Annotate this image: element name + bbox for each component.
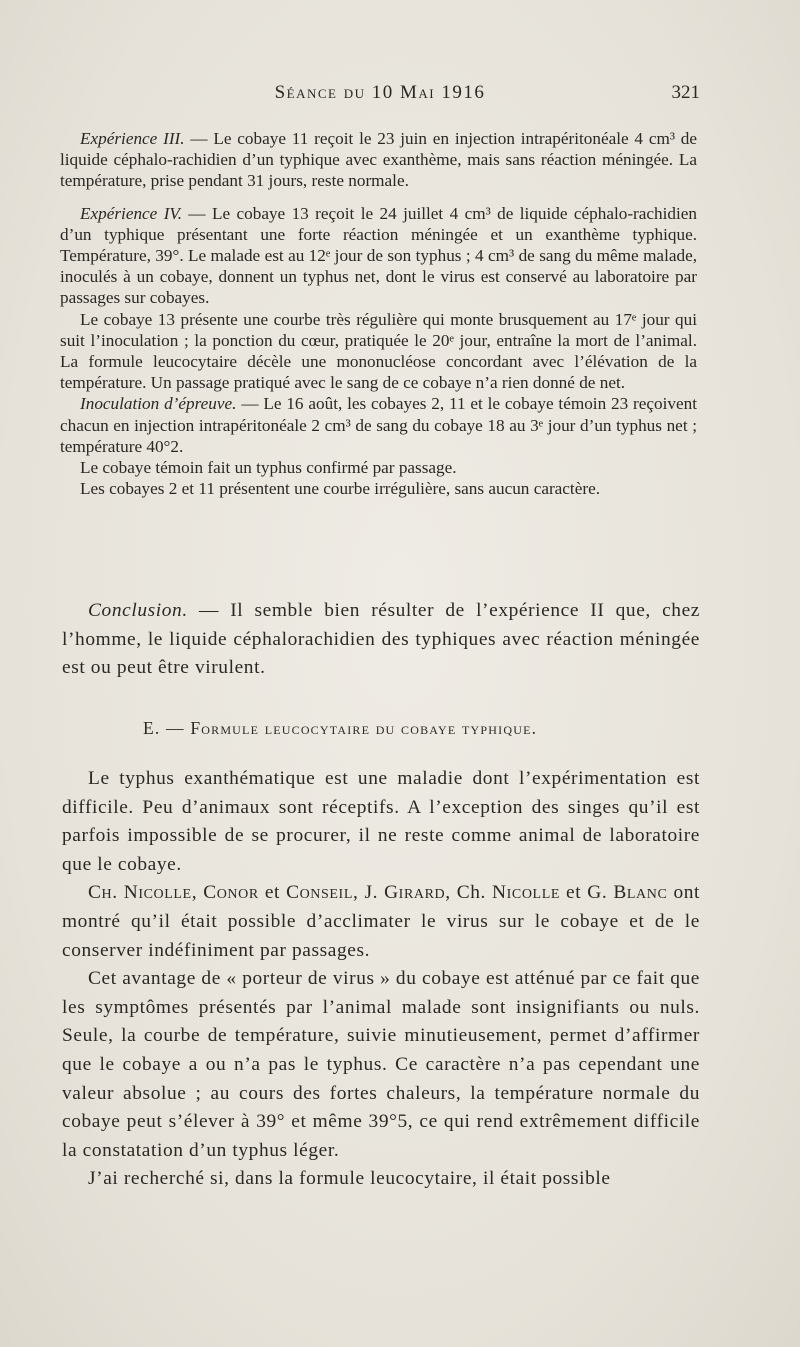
typhus-paragraph: Le typhus exanthématique est une maladie dont l’expérimentation est difficile. Peu d’animaux sont réceptifs. A l’exception des singes qu’il est parfois impossible de se procurer, il ne reste comme animal de laboratoire que le cobaye. xyxy=(62,768,700,875)
conclusion-text: — Il semble bien résulter de l’expérience II que, chez l’homme, le liquide céphalorachidien des typhiques avec réaction méningée est ou peut être virulent. xyxy=(62,600,700,679)
last-paragraph: J’ai recherché si, dans la formule leucocytaire, il était possible xyxy=(88,1168,611,1190)
section-heading: E. — Formule leucocytaire du cobaye typhique. xyxy=(143,718,538,738)
conclusion-block xyxy=(62,597,700,683)
cobaye-13-paragraph: Le cobaye 13 présente une courbe très régulière qui monte brusquement au 17ᵉ jour qui suit l’inoculation ; la ponction du cœur, pratiquée le 20ᵉ jour, entraîne la mort de l’animal. La formule leucocytaire décèle une mononucléose concordant avec l’élévation de la température. Un passage pratiqué avec le sang de ce cobaye n’a rien donné de net. xyxy=(60,309,697,393)
temoin-paragraph: Le cobaye témoin fait un typhus confirmé par passage. xyxy=(80,458,457,478)
experience-4-label: Expérience IV. xyxy=(80,203,182,223)
author-blanc: Blanc xyxy=(613,882,668,904)
author-conseil: Conseil xyxy=(286,882,353,904)
section-e-body xyxy=(62,765,700,1194)
text-sep: , xyxy=(191,882,204,904)
text-sep: et xyxy=(258,882,287,904)
author-conor: Conor xyxy=(203,882,259,904)
experiments-block xyxy=(60,128,697,499)
experience-3-paragraph xyxy=(60,128,697,192)
cobayes-2-11-paragraph: Les cobayes 2 et 11 présentent une courbe irrégulière, sans aucun caractère. xyxy=(80,479,600,499)
inoculation-text: — Le 16 août, les cobayes 2, 11 et le cobaye témoin 23 reçoivent chacun en injection intrapéritonéale 2 cm³ de sang du cobaye 18 au 3ᵉ jour d’un typhus net ; température 40°2. xyxy=(60,394,698,456)
author-nicolle: Ch. Nicolle xyxy=(88,882,192,904)
text-sep: , Ch. xyxy=(445,882,493,904)
authors-paragraph xyxy=(62,879,700,965)
experience-3-text: — Le cobaye 11 reçoit le 23 juin en injection intrapéritonéale 4 cm³ de liquide céphalo-rachidien d’un typhique avec exanthème, mais sans réaction méningée. La température, prise pendant 31 jours, reste normale. xyxy=(60,129,698,191)
author-girard: Girard xyxy=(384,882,446,904)
text-sep: , J. xyxy=(352,882,385,904)
inoculation-label: Inoculation d’épreuve. xyxy=(80,394,237,414)
running-title: Séance du 10 Mai 1916 xyxy=(274,82,486,103)
experience-4-paragraph xyxy=(60,203,697,309)
inoculation-paragraph xyxy=(60,393,697,457)
experience-4-text: — Le cobaye 13 reçoit le 24 juillet 4 cm³ de liquide céphalo-rachidien d’un typhique présentant une forte réaction méningée et un exanthème typhique. Température, 39°. Le malade est au 12ᵉ jour de son typhus ; 4 cm³ de sang du même malade, inoculés à un cobaye, donnent un typhus net, dont le virus est conservé au laboratoire par passages sur cobayes. xyxy=(60,203,697,308)
running-header xyxy=(60,82,700,110)
conclusion-label: Conclusion. xyxy=(88,600,188,621)
author-nicolle-2: Nicolle xyxy=(492,882,561,904)
experience-3-label: Expérience III. xyxy=(80,129,185,148)
authors-text: ont montré qu’il était possible d’acclimater le virus sur le cobaye et de le conserver indéfiniment par passages. xyxy=(62,882,701,961)
page-number: 321 xyxy=(671,82,700,103)
avantage-paragraph: Cet avantage de « porteur de virus » du cobaye est atténué par ce fait que les symptômes présentés par l’animal malade sont insignifiants ou nuls. Seule, la courbe de température, suivie minutieusement, permet d’affirmer que le cobaye a ou n’a pas le typhus. Ce caractère n’a pas cependant une valeur absolue ; au cours des fortes chaleurs, la température normale du cobaye peut s’élever à 39° et même 39°5, ce qui rend extrêmement difficile la constatation d’un typhus léger. xyxy=(62,968,700,1161)
conclusion-paragraph xyxy=(62,597,700,683)
text-sep: et G. xyxy=(560,882,614,904)
